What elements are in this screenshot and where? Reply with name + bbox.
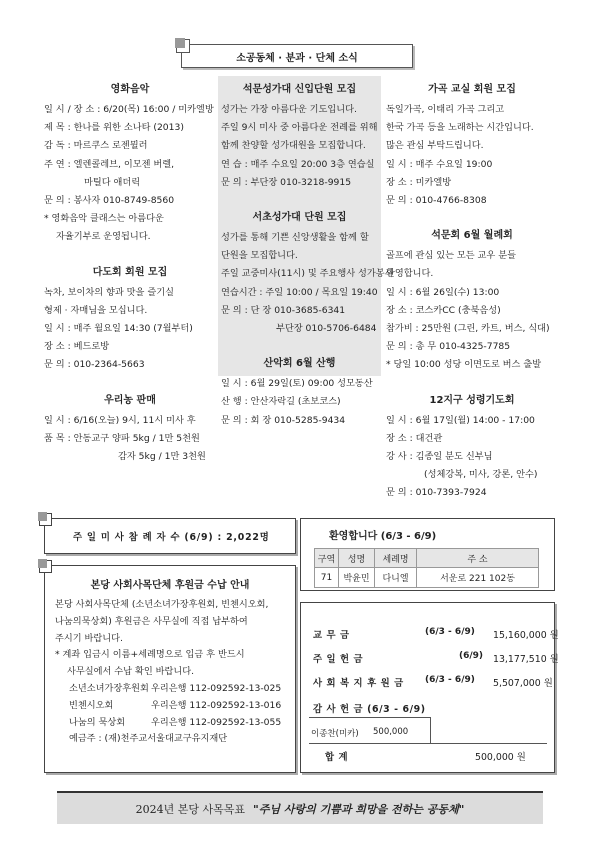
thanks-row: 이종찬(미카) 500,000 (311, 727, 409, 739)
header-decor (176, 39, 190, 53)
golf-line: 장 소 : 코스카CC (충북음성) (386, 304, 501, 316)
table-header: 구역 성명 세례명 주 소 (315, 549, 539, 568)
choir2-line: 연습시간 : 주일 10:00 / 목요일 19:40 (221, 286, 378, 298)
prayer-line: 장 소 : 대건관 (386, 432, 443, 444)
farm-title: 우리농 판매 (104, 394, 156, 406)
prayer-title: 12지구 성령기도회 (429, 394, 515, 406)
movie-title: 영화음악 (110, 84, 150, 95)
movie-line: * 영화음악 클래스는 아름다운 (44, 213, 164, 225)
choir1-line: 주일 9시 미사 중 아름다운 전례를 위해 (221, 122, 378, 134)
attendance-box (44, 518, 296, 554)
thanks-label: 감 사 헌 금 (6/3 - 6/9) (313, 704, 426, 715)
movie-line: 일 시 / 장 소 : 6/20(목) 16:00 / 미카엘방 (44, 104, 214, 115)
choir1-line: 연 습 : 매주 수요일 20:00 3층 연습실 (221, 158, 375, 170)
prayer-line: 일 시 : 6월 17일(월) 14:00 - 17:00 (386, 414, 535, 426)
choir2-line: 문 의 : 단 장 010-3685-6341 (221, 304, 346, 316)
donation-line: 나눔의묵상회) 후원금은 사무실에 직접 납부하여 (55, 615, 248, 627)
hike-line: 문 의 : 회 장 010-5285-9434 (221, 414, 346, 426)
donation-line: 주시기 바랍니다. (55, 632, 123, 644)
choir2-line: 부단장 010-5706-6484 (276, 323, 377, 335)
total-row: 합 계 500,000 원 (325, 752, 526, 763)
section-header: 소공동체 · 분과 · 단체 소식 (181, 44, 413, 68)
tea-line: 장 소 : 베드로방 (44, 341, 110, 353)
table-row: 71 박윤민 다니엘 서운로 221 102동 (315, 568, 539, 588)
movie-line: 문 의 : 봉사자 010-8749-8560 (44, 195, 175, 207)
song-line: 독일가곡, 이태리 가곡 그리고 (386, 104, 505, 115)
choir2-title: 서초성가대 단원 모집 (252, 212, 347, 224)
tea-line: 녹차, 보이차의 향과 맛을 즐기실 (44, 286, 174, 298)
golf-line: * 당일 10:00 성당 이면도로 버스 출발 (386, 359, 542, 371)
footer-motto: "주님 사랑의 기쁨과 희망을 전하는 공동체" (253, 802, 465, 816)
movie-line: 주 연 : 엘렌콜레브, 이모젠 버렐, (44, 158, 175, 170)
attendance-text: 주 일 미 사 참 례 자 수 (6/9) : 2,022명 (73, 532, 270, 543)
song-line: 일 시 : 매주 수요일 19:00 (386, 158, 493, 170)
song-line: 장 소 : 미카엘방 (386, 176, 452, 188)
donation-title: 본당 사회사목단체 후원금 수납 안내 (90, 580, 250, 591)
column-right (386, 76, 558, 503)
prayer-line: 강 사 : 김종일 분도 신부님 (386, 451, 493, 463)
finance-row: 사 회 복 지 후 원 금 (6/3 - 6/9) 5,507,000 원 (313, 675, 553, 689)
tea-line: 일 시 : 매주 월요일 14:30 (7월부터) (44, 323, 193, 335)
choir2-line: 단원을 모집합니다. (221, 250, 298, 262)
song-line: 많은 관심 부탁드립니다. (386, 140, 484, 152)
song-line: 한국 가곡 등을 노래하는 시간입니다. (386, 122, 534, 134)
donation-decor (39, 560, 52, 573)
prayer-line: (성체강복, 미사, 강론, 안수) (424, 469, 538, 481)
finance-box (300, 602, 559, 773)
account-row: 빈첸시오회 우리은행 112-092592-13-016 (69, 699, 282, 711)
movie-line: 감 독 : 마르쿠스 로젠뮐러 (44, 140, 148, 152)
golf-title: 석문회 6월 월례회 (431, 230, 513, 242)
account-row: 소년소녀가장후원회 우리은행 112-092592-13-025 (69, 682, 282, 694)
choir1-line: 함께 찬양할 성가대원을 모집합니다. (221, 140, 366, 152)
movie-line: 자율기부로 운영됩니다. (56, 231, 151, 243)
song-line: 문 의 : 010-4766-8308 (386, 195, 487, 207)
welcome-box (300, 518, 555, 591)
tea-line: 문 의 : 010-2364-5663 (44, 359, 145, 371)
hike-line: 일 시 : 6월 29일(토) 09:00 성모동산 (221, 378, 373, 390)
prayer-line: 문 의 : 010-7393-7924 (386, 487, 487, 499)
farm-line: 일 시 : 6/16(오늘) 9시, 11시 미사 후 (44, 414, 196, 426)
choir1-title: 석문성가대 신입단원 모집 (242, 84, 357, 95)
golf-line: 문 의 : 총 무 010-4325-7785 (386, 341, 511, 353)
choir1-line: 문 의 : 부단장 010-3218-9915 (221, 176, 352, 188)
donation-line: * 계좌 입금시 이름+세례명으로 입금 후 반드시 (55, 649, 245, 661)
movie-line: 제 목 : 한나를 위한 소나타 (2013) (44, 122, 184, 134)
column-middle (218, 76, 394, 426)
welcome-table (314, 548, 539, 588)
tea-line: 형제 · 자매님을 모십니다. (44, 304, 148, 316)
attendance-decor (39, 513, 52, 526)
golf-line: 환영합니다. (386, 268, 434, 280)
farm-line: 감자 5kg / 1만 3천원 (118, 451, 206, 463)
finance-row: 주 일 헌 금 (6/9) 13,177,510 원 (313, 651, 559, 665)
song-title: 가곡 교실 회원 모집 (428, 84, 516, 95)
donation-line: 사무실에서 수납 확인 바랍니다. (67, 666, 195, 678)
tea-title: 다도회 회원 모집 (92, 266, 168, 278)
hike-title: 산악회 6월 산행 (263, 358, 336, 370)
column-left (44, 76, 216, 466)
golf-line: 일 시 : 6월 26일(수) 13:00 (386, 286, 500, 298)
choir2-line: 주일 교중미사(11시) 및 주요행사 성가봉사 (221, 268, 394, 280)
hike-line: 산 행 : 안산자락길 (초보코스) (221, 396, 341, 408)
farm-line: 품 목 : 안동교구 양파 5kg / 1만 5천원 (44, 432, 200, 444)
footer-prefix: 2024년 본당 사목목표 (135, 802, 246, 816)
account-row: 나눔의 묵상회 우리은행 112-092592-13-055 (69, 716, 282, 728)
welcome-title: 환영합니다 (6/3 - 6/9) (329, 531, 437, 542)
golf-line: 골프에 관심 있는 모든 교우 분들 (386, 250, 516, 262)
account-holder: 예금주 : (재)천주교서울대교구유지재단 (69, 733, 228, 745)
donation-box (44, 565, 296, 773)
donation-line: 본당 사회사목단체 (소년소녀가장후원회, 빈첸시오회, (55, 599, 269, 610)
footer-banner (57, 791, 543, 824)
golf-line: 참가비 : 25만원 (그린, 카트, 버스, 식대) (386, 323, 550, 335)
choir1-line: 성가는 가장 아름다운 기도입니다. (221, 104, 357, 115)
movie-line: 마틸다 애더릭 (84, 176, 141, 188)
choir2-line: 성가를 통해 기쁜 신앙생활을 함께 할 (221, 232, 369, 244)
finance-row: 교 무 금 (6/3 - 6/9) 15,160,000 원 (313, 627, 559, 641)
